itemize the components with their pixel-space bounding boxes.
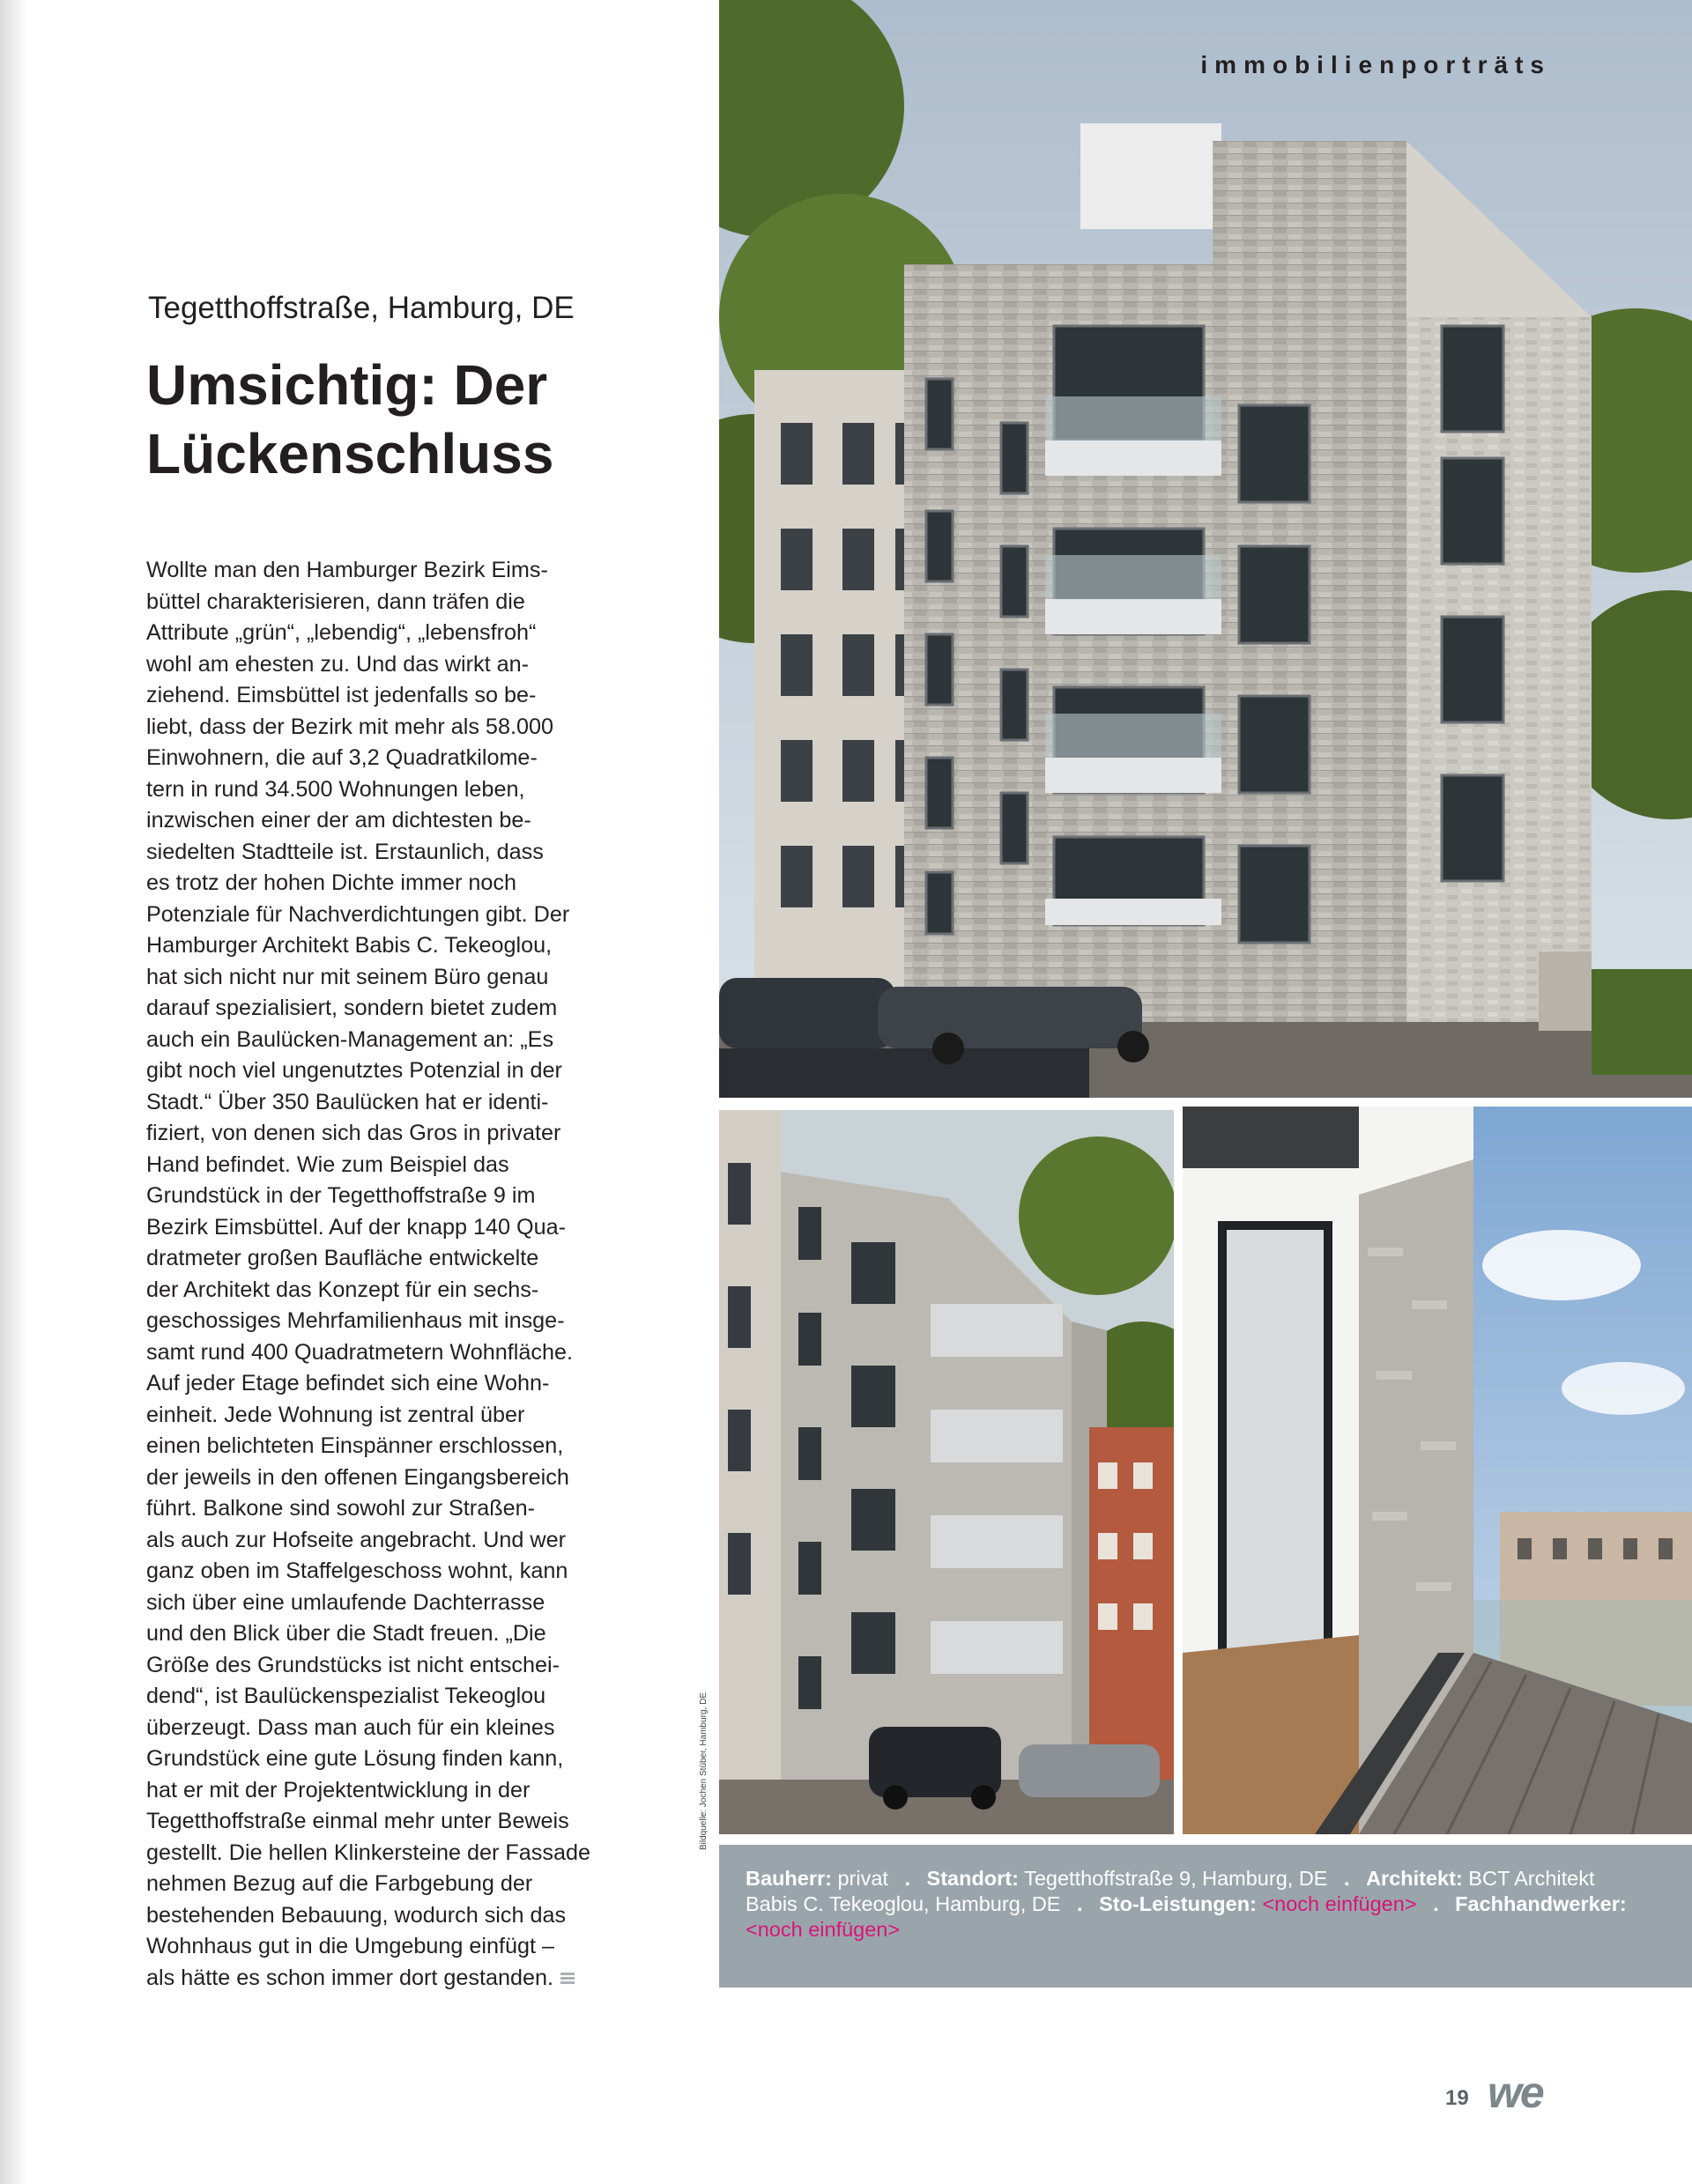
info-separator: . [1433, 1892, 1439, 1915]
body-line: fiziert, von denen sich das Gros in privater [146, 1121, 561, 1145]
body-line: wohl am ehesten zu. Und das wirkt an- [146, 651, 529, 677]
body-line: Stadt.“ Über 350 Baulücken hat er identi- [146, 1089, 549, 1114]
body-line: auch ein Baulücken-Management an: „Es [146, 1026, 554, 1052]
end-of-article-icon [560, 1973, 575, 1985]
body-line: Größe des Grundstücks ist nicht entschei- [146, 1652, 560, 1677]
photo-credit [696, 1674, 714, 1850]
photo-building-facade [719, 0, 1692, 1098]
bauherr-label: Bauherr: [746, 1867, 832, 1890]
body-line: Bezirk Eimsbüttel. Auf der knapp 140 Qua- [146, 1214, 567, 1240]
body-line: Einwohnern, die auf 3,2 Quadratkilome- [146, 745, 538, 770]
body-line: hat sich nicht nur mit seinem Büro genau [146, 964, 549, 989]
body-line: Attribute „grün“, „lebendig“, „lebensfroh“ [146, 620, 537, 645]
leistungen-value: <noch einfügen> [1262, 1892, 1417, 1915]
body-line: siedelten Stadtteile ist. Erstaunlich, dass [146, 839, 544, 864]
architekt-value-a: BCT Architekt [1468, 1867, 1595, 1890]
bauherr-value: privat [837, 1867, 888, 1890]
body-line: Wollte man den Hamburger Bezirk Eims- [146, 558, 548, 582]
body-line: Hamburger Architekt Babis C. Tekeoglou, [146, 933, 553, 958]
body-line: nehmen Bezug auf die Farbgebung der [146, 1871, 533, 1896]
body-line: als hätte es schon immer dort gestanden. [146, 1963, 605, 1995]
body-line: es trotz der hohen Dichte immer noch [146, 870, 516, 895]
page-number: 19 [1445, 2086, 1469, 2110]
body-line: Potenziale für Nachverdichtungen gibt. Der [146, 901, 570, 927]
standort-value: Tegetthoffstraße 9, Hamburg, DE [1024, 1867, 1328, 1890]
body-line: inzwischen einer der am dichtesten be- [146, 808, 531, 833]
standort-label: Standort: [926, 1867, 1019, 1890]
building-facade-illustration [719, 0, 1692, 1098]
body-line: ziehend. Eimsbüttel ist jedenfalls so be- [146, 683, 537, 707]
headline-line-2: Lückenschluss [146, 422, 554, 485]
page-gutter-shadow [0, 0, 26, 2184]
body-line: als auch zur Hofseite angebracht. Und wer [146, 1527, 567, 1552]
info-separator: . [1344, 1867, 1350, 1890]
magazine-logo: we [1488, 2068, 1543, 2117]
article-headline [146, 351, 693, 488]
body-line: darauf spezialisiert, sondern bietet zudem [146, 996, 558, 1020]
body-line: liebt, dass der Bezirk mit mehr als 58.000 [146, 714, 553, 739]
body-line: dratmeter großen Baufläche entwickelte [146, 1246, 539, 1270]
body-line: Wohnhaus gut in die Umgebung einfügt – [146, 1934, 555, 1958]
body-line: hat er mit der Projektentwicklung in der [146, 1777, 531, 1803]
body-line: Auf jeder Etage befindet sich eine Wohn- [146, 1371, 550, 1396]
body-line: samt rund 400 Quadratmetern Wohnfläche. [146, 1339, 573, 1365]
balcony-view-illustration [1183, 1107, 1692, 1834]
body-line: einheit. Jede Wohnung ist zentral über [146, 1402, 525, 1427]
architekt-value-b: Babis C. Tekeoglou, Hamburg, DE [746, 1892, 1061, 1915]
leistungen-label: Sto-Leistungen: [1099, 1892, 1257, 1915]
body-line: tern in rund 34.500 Wohnungen leben, [146, 776, 525, 802]
body-line: büttel charakterisieren, dann träfen die [146, 589, 525, 614]
article-body [146, 555, 605, 1994]
body-line: ganz oben im Staffelgeschoss wohnt, kann [146, 1558, 568, 1583]
architekt-label: Architekt: [1366, 1867, 1463, 1890]
body-line: der jeweils in den offenen Eingangsbereich [146, 1464, 569, 1490]
handwerker-label: Fachhandwerker: [1455, 1892, 1627, 1915]
photo-credit-text: Bildquelle: Jochen Stüber, Hamburg, DE [699, 1692, 709, 1850]
body-line: sich über eine umlaufende Dachterrasse [146, 1589, 545, 1615]
body-line: gestellt. Die hellen Klinkersteine der Fassade [146, 1840, 591, 1865]
info-separator: . [904, 1867, 910, 1890]
section-label: immobilienporträts [1200, 51, 1551, 78]
body-line: geschossiges Mehrfamilienhaus mit insge- [146, 1308, 565, 1333]
body-line: einen belichteten Einspänner erschlossen, [146, 1433, 564, 1458]
headline-line-1: Umsichtig: Der [146, 353, 548, 417]
body-line: gibt noch viel ungenutztes Potenzial in der [146, 1058, 562, 1083]
building-side-illustration [719, 1110, 1174, 1834]
body-line: führt. Balkone sind sowohl zur Straßen- [146, 1496, 535, 1521]
body-line: überzeugt. Dass man auch für ein kleines [146, 1714, 555, 1740]
photo-balcony-view [1183, 1107, 1692, 1834]
body-line: Grundstück eine gute Lösung finden kann, [146, 1746, 564, 1771]
body-line: bestehenden Bebauung, wodurch sich das [146, 1902, 567, 1928]
info-separator: . [1077, 1892, 1083, 1915]
body-line: Grundstück in der Tegetthoffstraße 9 im [146, 1183, 536, 1208]
photo-building-side [719, 1110, 1174, 1834]
project-info-box [719, 1845, 1692, 1988]
article-location: Tegetthoffstraße, Hamburg, DE [148, 291, 575, 325]
body-line: und den Blick über die Stadt freuen. „Die [146, 1621, 546, 1646]
body-line: dend“, ist Baulückenspezialist Tekeoglou [146, 1684, 546, 1708]
body-line: Hand befindet. Wie zum Beispiel das [146, 1151, 509, 1177]
body-line: Tegetthoffstraße einmal mehr unter Beweis [146, 1809, 569, 1833]
body-line: der Architekt das Konzept für ein sechs- [146, 1277, 539, 1302]
handwerker-value: <noch einfügen> [746, 1918, 901, 1941]
